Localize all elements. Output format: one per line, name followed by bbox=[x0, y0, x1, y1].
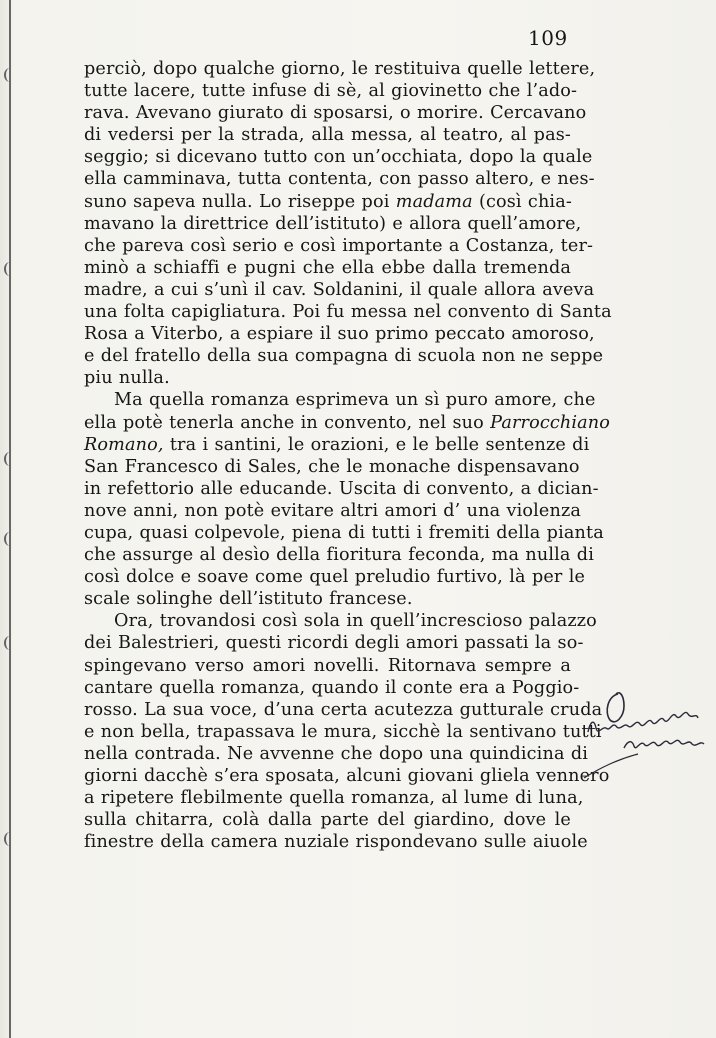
text-line bbox=[84, 765, 610, 787]
text-run: in refettorio alle educande. Uscita di convento, a dician- bbox=[84, 478, 599, 499]
text-run: ella potè tenerla anche in convento, nel suo bbox=[84, 412, 491, 433]
text-line bbox=[84, 566, 586, 588]
text-run: sulla chitarra, colà dalla parte del giardino, dove le bbox=[84, 810, 571, 831]
text-line bbox=[84, 522, 604, 544]
binding-mark bbox=[4, 832, 16, 846]
text-run: così dolce e soave come quel preludio furtivo, là per le bbox=[84, 567, 586, 588]
text-line bbox=[84, 301, 612, 323]
text-run: madre, a cui s’unì il cav. Soldanini, il quale allora aveva bbox=[84, 279, 595, 300]
text-line bbox=[84, 367, 571, 389]
binding-line bbox=[9, 0, 11, 1038]
text-run: di vedersi per la strada, alla messa, al teatro, al pas- bbox=[84, 125, 571, 146]
binding-mark bbox=[4, 532, 16, 546]
text-run: tra i santini, le orazioni, e le belle sentenze di bbox=[163, 434, 590, 455]
text-run: ella camminava, tutta contenta, con passo altero, e nes- bbox=[84, 169, 595, 190]
text-line bbox=[84, 389, 596, 411]
text-run: perciò, dopo qualche giorno, le restituiva quelle lettere, bbox=[84, 59, 596, 79]
text-line bbox=[84, 655, 571, 677]
text-run: San Francesco di Sales, che le monache dispensavano bbox=[84, 456, 580, 477]
binding-mark bbox=[4, 452, 16, 466]
text-run: Ma quella romanza esprimeva un sì puro amore, che bbox=[114, 390, 596, 411]
text-run: cantare quella romanza, quando il conte era a Poggio- bbox=[84, 677, 580, 698]
text-line bbox=[84, 699, 603, 721]
handwritten-annotation-icon bbox=[580, 682, 710, 792]
text-run: minò a schiaffi e pugni che ella ebbe dalla tremenda bbox=[84, 257, 571, 278]
text-run: nella contrada. Ne avvenne che dopo una quindicina di bbox=[84, 743, 589, 764]
page-number: 109 bbox=[528, 26, 568, 50]
italic-text: Romano, bbox=[84, 434, 164, 455]
text-run: piu nulla. bbox=[84, 368, 170, 389]
text-run: che assurge al desìo della fioritura feconda, ma nulla di bbox=[84, 545, 594, 566]
text-line bbox=[84, 588, 571, 610]
text-line bbox=[84, 124, 571, 146]
text-run: rosso. La sua voce, d’una certa acutezza gutturale cruda bbox=[84, 699, 603, 720]
text-run: Rosa a Viterbo, a espiare il suo primo peccato amoroso, bbox=[84, 324, 595, 345]
body-text bbox=[84, 58, 612, 853]
text-line bbox=[84, 80, 578, 102]
text-run: cupa, quasi colpevole, piena di tutti i fremiti della pianta bbox=[84, 522, 604, 543]
text-run: scale solinghe dell’istituto francese. bbox=[84, 589, 413, 610]
text-line bbox=[84, 610, 597, 632]
text-line bbox=[84, 544, 594, 566]
text-line bbox=[84, 412, 610, 434]
text-line bbox=[84, 743, 589, 765]
text-run: nove anni, non potè evitare altri amori d’ una violenza bbox=[84, 500, 581, 521]
text-run: suno sapeva nulla. Lo riseppe poi bbox=[84, 191, 396, 212]
text-run: finestre della camera nuziale rispondevano sulle aiuole bbox=[84, 832, 588, 853]
text-run: una folta capigliatura. Poi fu messa nel convento di Santa bbox=[84, 302, 612, 323]
text-line bbox=[84, 323, 595, 345]
text-line bbox=[84, 146, 593, 168]
text-run: a ripetere flebilmente quella romanza, al lume di luna, bbox=[84, 788, 584, 809]
text-run: rava. Avevano giurato di sposarsi, o morire. Cercavano bbox=[84, 103, 587, 124]
binding-mark bbox=[4, 68, 16, 82]
text-line bbox=[84, 456, 580, 478]
text-line bbox=[84, 213, 582, 235]
italic-text: madama bbox=[395, 191, 473, 212]
text-line bbox=[84, 677, 580, 699]
text-run: che pareva così serio e così importante a Costanza, ter- bbox=[84, 235, 594, 256]
text-line bbox=[84, 809, 571, 831]
text-run: spingevano verso amori novelli. Ritornava sempre a bbox=[84, 655, 571, 676]
text-line bbox=[84, 434, 590, 456]
text-line bbox=[84, 787, 584, 809]
text-line bbox=[84, 478, 599, 500]
text-run: giorni dacchè s’era sposata, alcuni giovani gliela vennero bbox=[84, 766, 610, 786]
text-run: dei Balestrieri, questi ricordi degli amori passati la so- bbox=[84, 633, 584, 654]
text-line bbox=[84, 257, 571, 279]
text-line bbox=[84, 191, 571, 213]
text-line bbox=[84, 58, 596, 80]
text-line bbox=[84, 279, 595, 301]
text-line bbox=[84, 102, 587, 124]
text-run: mavano la direttrice dell’istituto) e allora quell’amore, bbox=[84, 213, 582, 234]
text-line bbox=[84, 632, 584, 654]
text-line bbox=[84, 345, 604, 367]
text-run: e del fratello della sua compagna di scuola non ne seppe bbox=[84, 346, 604, 367]
text-line bbox=[84, 235, 594, 257]
text-line bbox=[84, 831, 588, 853]
text-run: seggio; si dicevano tutto con un’occhiata, dopo la quale bbox=[84, 147, 593, 168]
text-run: (così chia- bbox=[472, 191, 572, 212]
binding-mark bbox=[4, 262, 16, 276]
text-run: e non bella, trapassava le mura, sicchè la sentivano tutti bbox=[84, 721, 602, 742]
text-line bbox=[84, 168, 595, 190]
text-line bbox=[84, 721, 602, 743]
text-line bbox=[84, 500, 581, 522]
italic-text: Parrocchiano bbox=[490, 412, 610, 433]
text-run: Ora, trovandosi così sola in quell’increscioso palazzo bbox=[114, 611, 597, 632]
handwritten-margin-note bbox=[580, 682, 710, 792]
binding-mark bbox=[4, 636, 16, 650]
text-run: tutte lacere, tutte infuse di sè, al giovinetto che l’ado- bbox=[84, 81, 578, 102]
